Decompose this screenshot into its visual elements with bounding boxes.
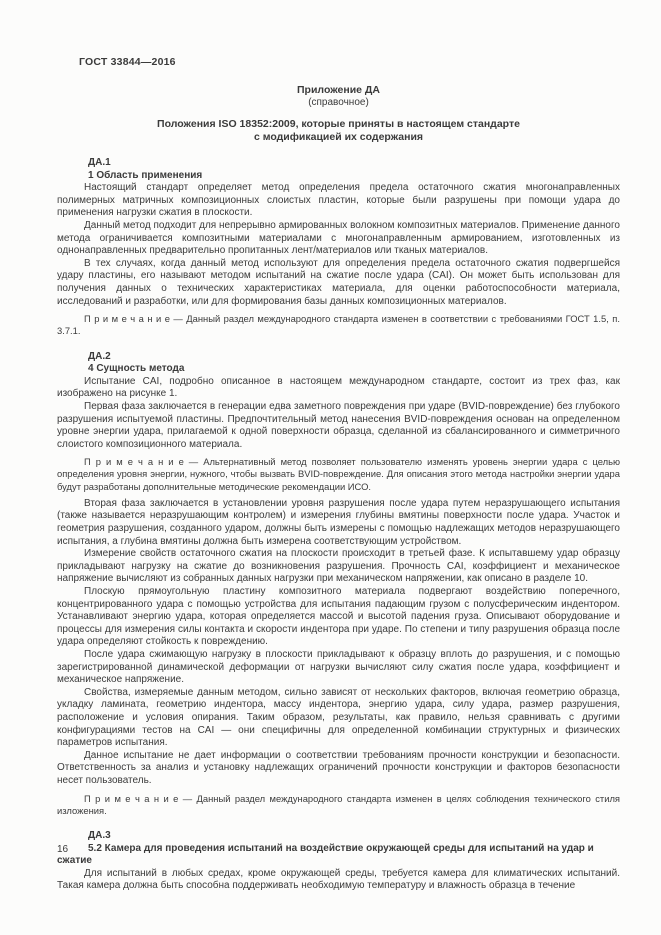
section-heading-chamber: 5.2 Камера для проведения испытаний на воздействие окружающей среды для испытаний на удар и сжатие	[57, 842, 594, 867]
paragraph: После удара сжимающую нагрузку в плоскости прикладывают к образцу вплоть до разрушения, и с помощью зарегистрированной динамической деформации от нагрузки вычисляют силу сжатия после удара, коэффициент и механическое напряжение.	[57, 649, 620, 686]
paragraph: Измерение свойств остаточного сжатия на плоскости происходит в третьей фазе. К испытавшему удар образцу прикладывают нагрузку на сжатие до возникновения разрушения. Прочность CAI, коэффициент и механическое напряжение вычисляют из собранных данных нагрузки при механическом напряжении, как описано в разделе 10.	[57, 548, 620, 585]
appendix-title-line1: Положения ISO 18352:2009, которые приняты в настоящем стандарте	[157, 118, 520, 130]
appendix-title	[57, 118, 620, 144]
paragraph: Первая фаза заключается в генерации едва заметного повреждения при ударе (BVID-повреждение) без глубокого разрушения испытуемой пластины. Предпочтительный метод нанесения BVID-повреждения основан на определенном уровне энергии удара, прилагаемой к одной поверхности образца, сделанной из сбалансированного и симметричного слоистого композиционного материала.	[57, 400, 620, 450]
page-number: 16	[57, 844, 69, 855]
note: П р и м е ч а н и е — Альтернативный метод позволяет пользователю изменять уровень энергии удара с целью определения уровня энергии, нужного, чтобы вызвать BVID-повреждение. Для описания этого метода настройки энергии удара будут разработаны дополнительные методические рекомендации ИСО.	[57, 456, 620, 492]
section-label-da3: ДА.3	[88, 829, 111, 841]
note: П р и м е ч а н и е — Данный раздел международного стандарта изменен в целях соблюдения технического стиля изложения.	[57, 792, 620, 816]
paragraph: Испытание CAI, подробно описанное в настоящем международном стандарте, состоит из трех фаз, как изображено на рисунке 1.	[57, 375, 620, 400]
section-heading-scope: 1 Область применения	[88, 169, 203, 181]
section-label-da1: ДА.1	[88, 157, 111, 168]
paragraph: В тех случаях, когда данный метод используют для определения предела остаточного сжатия подвергшейся удару пластины, его называют методом испытаний на сжатие после удара (CAI). Он может быть использован для получения данных о технических характеристиках материала, для оценки работоспособности материала, исследований и разработки, или для формирования базы данных композиционных материалов.	[57, 257, 620, 307]
paragraph: Свойства, измеряемые данным методом, сильно зависят от нескольких факторов, включая геометрию образца, укладку ламината, геометрию индентора, массу индентора, энергию удара, силу удара, размер разрушения, расположение и условия опирания. Таким образом, результаты, как правило, нельзя сравнивать с другими конфигурациями тестов на CAI — они специфичны для определенной комбинации структурных и физических параметров испытания.	[57, 686, 620, 749]
paragraph: Вторая фаза заключается в установлении уровня разрушения после удара путем неразрушающего испытания (также называется неразрушающим контролем) и измерения глубины вмятины поверхности после удара. Участок и геометрия разрушения, созданного ударом, должны быть измерены с помощью надлежащих методов неразрушающего испытания, а глубина вмятины должна быть измерена соответствующим устройством.	[57, 497, 620, 547]
running-header: ГОСТ 33844—2016	[79, 56, 176, 68]
paragraph: Данный метод подходит для непрерывно армированных волокном композитных материалов. Применение данного метода ограничивается композитными материалами с многонаправленным армированием, изготовленных из однонаправленных предварительно пропитанных лент/материалов или тканых материалов.	[57, 219, 620, 257]
paragraph: Настоящий стандарт определяет метод определения предела остаточного сжатия многонаправленных полимерных матричных композиционных слоистых пластин, которые были разрушены при помощи удара до применения нагрузки сжатия в плоскости.	[57, 182, 620, 219]
paragraph: Для испытаний в любых средах, кроме окружающей среды, требуется камера для климатических испытаний. Такая камера должна быть способна поддерживать необходимую температуру и влажность образца в течение	[57, 867, 620, 892]
section-heading-principle: 4 Сущность метода	[88, 363, 185, 375]
page-content	[57, 84, 620, 893]
paragraph: Плоскую прямоугольную пластину композитного материала подвергают воздействию поперечного, концентрированного удара с помощью устройства для испытания падающим грузом с полусферическим индентором. Устанавливают энергию удара, которая определяется массой и высотой падения груза. Описывают оборудование и процессы для измерения силы контакта и скорости индентора при ударе. По степени и типу разрушения образца после удара определяют стойкость к повреждению.	[57, 586, 620, 648]
section-label-da2: ДА.2	[88, 350, 111, 362]
appendix-name: Приложение ДА	[297, 84, 380, 96]
note: П р и м е ч а н и е — Данный раздел международного стандарта изменен в соответствии с требованиями ГОСТ 1.5, п. 3.7.1.	[57, 313, 620, 337]
appendix-kind: (справочное)	[308, 97, 369, 108]
appendix-title-line2: с модификацией их содержания	[253, 131, 424, 143]
paragraph: Данное испытание не дает информации о соответствии требованиям прочности конструкции и безопасности. Ответственность за анализ и установку надлежащих ограничений прочности конструкции и факторов безопасности несет пользователь.	[57, 749, 620, 786]
